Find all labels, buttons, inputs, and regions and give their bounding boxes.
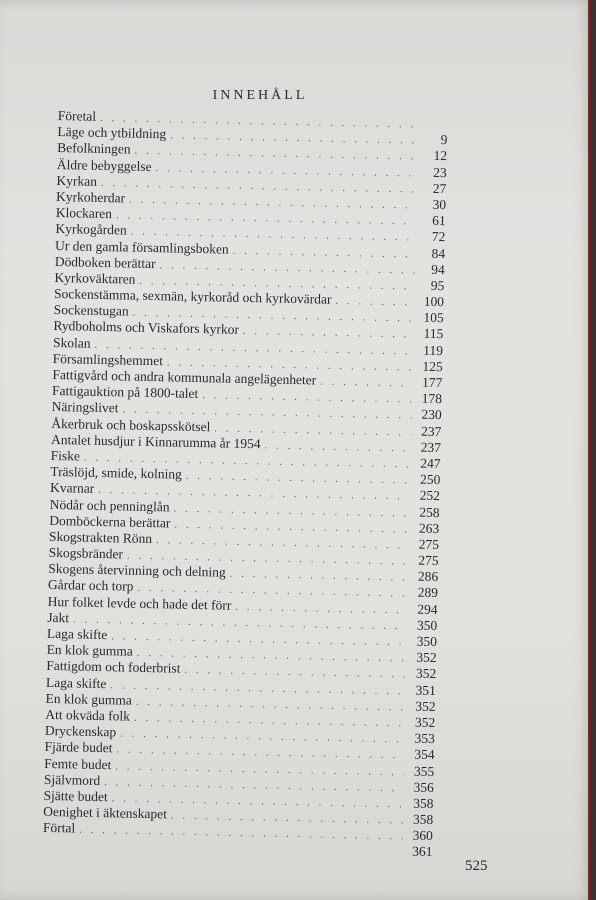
toc-entry-title: Församlingshemmet — [52, 350, 164, 369]
toc-entry-title: Förtal — [42, 820, 76, 836]
toc-entry-title: Domböckerna berättar — [49, 512, 171, 531]
toc-entry-title: Laga skifte — [46, 625, 108, 643]
toc-entry-page: 84 — [431, 245, 446, 261]
toc-entry-title: Kyrkoväktaren — [54, 269, 136, 287]
toc-entry-title: Dryckenskap — [44, 722, 117, 740]
toc-entry-page: 177 — [421, 374, 443, 391]
toc-entry-title: Fiske — [50, 447, 81, 464]
toc-entry-title: Femte budet — [44, 755, 112, 772]
toc-entry-title: Fattigauktion på 1800-talet — [51, 383, 199, 402]
table-of-contents — [42, 108, 448, 861]
toc-entry-page: 95 — [430, 277, 445, 294]
toc-entry-title: Rydboholms och Viskafors kyrkor — [53, 318, 240, 338]
toc-entry-page: 94 — [431, 261, 445, 277]
toc-entry-page: 27 — [432, 180, 447, 196]
toc-entry-title: Kvarnar — [49, 480, 95, 497]
toc-entry-page: 275 — [418, 536, 440, 552]
toc-entry-page: 353 — [414, 730, 436, 747]
toc-entry-title: Gårdar och torp — [47, 577, 134, 595]
toc-entry-page: 354 — [414, 746, 435, 763]
toc-entry-title: En klok gumma — [45, 690, 133, 708]
toc-entry-page: 100 — [423, 293, 445, 310]
toc-entry-title: Nödår och penninglån — [49, 496, 170, 514]
toc-entry-page — [418, 128, 448, 129]
toc-entry-page: 358 — [413, 795, 434, 811]
toc-entry-title: Företal — [57, 108, 97, 124]
toc-entry-title: Klockaren — [55, 205, 113, 222]
page-number: 525 — [465, 858, 488, 874]
toc-entry-title: Dödboken berättar — [54, 253, 156, 271]
toc-entry-page: 247 — [420, 455, 441, 472]
toc-entry-title: Skogstrakten Rönn — [48, 528, 153, 546]
toc-entry-page: 289 — [417, 585, 439, 601]
toc-entry-page: 9 — [440, 132, 448, 148]
toc-entry-title: Åkerbruk och boskapsskötsel — [51, 415, 211, 434]
toc-entry-page: 352 — [416, 649, 437, 666]
toc-entry-title: Fjärde budet — [44, 739, 113, 756]
toc-entry-title: Laga skifte — [45, 674, 107, 691]
book-cover-edge — [588, 0, 592, 900]
toc-entry-page: 72 — [431, 229, 446, 245]
toc-entry-title: Att okväda folk — [45, 706, 131, 724]
toc-entry-title: Jakt — [47, 609, 70, 626]
toc-entry-page: 61 — [432, 212, 446, 229]
toc-entry-page: 115 — [423, 326, 444, 342]
toc-entry-title: Självmord — [43, 771, 101, 788]
toc-entry-page: 355 — [413, 763, 435, 779]
toc-entry-title: Skogens återvinning och delning — [48, 561, 226, 580]
toc-entry-title: Näringslivet — [51, 399, 119, 416]
toc-entry-page: 12 — [433, 148, 448, 164]
toc-entry-title: Sjätte budet — [43, 787, 108, 805]
toc-entry-page: 105 — [423, 309, 444, 326]
page-heading: INNEHÅLL — [212, 88, 308, 103]
toc-entry-page: 23 — [433, 164, 447, 180]
toc-entry-page: 358 — [412, 811, 434, 828]
toc-entry-title: Fattigvård och andra kommunala angelägenheter — [52, 366, 317, 388]
toc-entry-page: 263 — [418, 520, 440, 536]
toc-entry-page: 286 — [417, 568, 439, 585]
toc-entry-title: Sockenstämma, sexmän, kyrkoråd och kyrkovärdar — [53, 286, 332, 307]
toc-entry-title: Oenighet i äktenskapet — [43, 803, 168, 822]
toc-entry-page: 237 — [420, 423, 442, 439]
toc-entry-page: 178 — [421, 390, 443, 407]
toc-entry-title: Befolkningen — [57, 140, 131, 157]
toc-entry-title: Läge och ytbildning — [57, 124, 167, 142]
toc-entry-title: Träslöjd, smide, kolning — [50, 464, 183, 482]
toc-entry-page: 30 — [432, 196, 447, 213]
toc-entry-page: 361 — [412, 844, 433, 860]
toc-entry-page: 351 — [415, 682, 437, 698]
toc-entry-page: 250 — [419, 471, 441, 488]
toc-entry-page: 237 — [420, 439, 442, 455]
toc-entry-page: 360 — [412, 827, 433, 844]
toc-entry-title: Kyrkan — [56, 172, 98, 189]
toc-entry-page: 125 — [422, 358, 443, 374]
toc-entry-page: 294 — [417, 601, 438, 617]
toc-entry-page: 352 — [415, 698, 436, 714]
toc-entry-title: Kyrkogården — [55, 221, 127, 238]
toc-entry-page: 352 — [415, 665, 437, 682]
toc-entry-page: 356 — [413, 779, 435, 795]
toc-entry-title: Kyrkoherdar — [55, 188, 126, 206]
toc-entry-title: Skogsbränder — [48, 544, 124, 562]
toc-entry-title: Äldre bebyggelse — [56, 156, 152, 174]
toc-entry-page: 350 — [416, 633, 438, 650]
toc-leader-dots — [320, 374, 412, 392]
toc-leader-dots — [335, 293, 414, 311]
toc-entry-page: 252 — [419, 487, 441, 504]
toc-entry-title: Skolan — [52, 334, 91, 351]
toc-entry-title: Sockenstugan — [53, 302, 129, 319]
toc-entry-title: Fattigdom och foderbrist — [46, 658, 181, 677]
toc-entry-page: 352 — [414, 714, 436, 730]
toc-entry-title: Ur den gamla församlingsboken — [54, 237, 229, 257]
toc-entry-page: 258 — [419, 504, 440, 520]
toc-entry-title: Antalet husdjur i Kinnarumma år 1954 — [50, 431, 261, 452]
toc-entry-page: 350 — [416, 617, 438, 633]
toc-entry-page: 119 — [423, 342, 444, 358]
toc-entry-page: 230 — [421, 407, 442, 423]
toc-entry-title: Hur folket levde och hade det förr — [47, 593, 232, 613]
toc-entry-page: 275 — [418, 552, 439, 569]
toc-entry-title: En klok gumma — [46, 642, 134, 659]
